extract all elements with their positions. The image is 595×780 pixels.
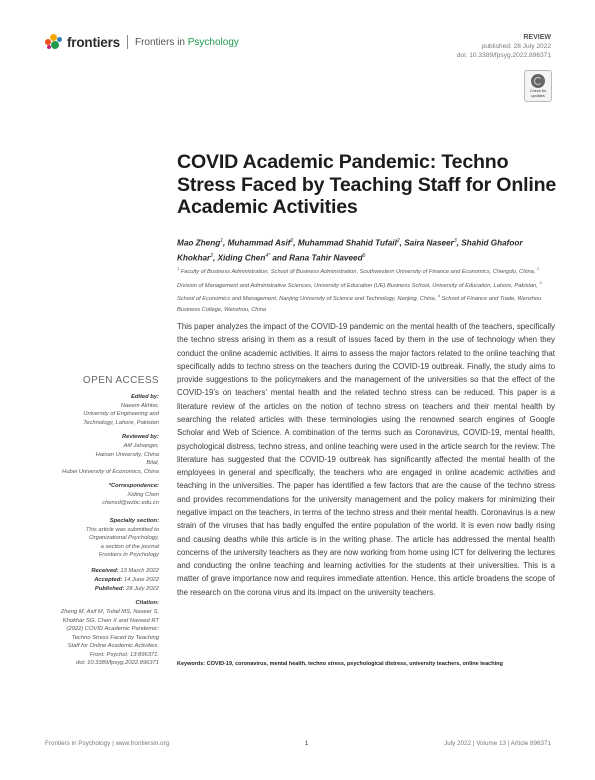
author-affiliation-marker: 3 [453, 238, 457, 244]
author-separator: , [213, 253, 218, 263]
brand-name: frontiers [67, 34, 120, 50]
affiliation-list [177, 264, 559, 316]
author-separator: , [223, 238, 228, 248]
affiliation-marker: 1 [177, 266, 180, 271]
affiliation-text: Faculty of Business Administration, School of Business Administration, Southwestern University of Finance and Economics, Chengdu, China, [179, 268, 537, 275]
author-list [177, 235, 557, 265]
published-label: Published: [94, 585, 125, 592]
author-affiliation-marker: 2 [396, 238, 400, 244]
published-date: published: 28 July 2022 [481, 43, 551, 50]
logo-divider [127, 35, 128, 49]
author-affiliation-marker: 2 [290, 238, 294, 244]
author-name[interactable]: Muhammad Shahid Tufail [297, 238, 397, 248]
journal-highlight: Psychology [187, 36, 239, 48]
author-name[interactable]: Mao Zheng [177, 238, 221, 248]
keywords-label: Keywords: [177, 661, 206, 667]
check-for-updates-button[interactable] [524, 70, 552, 102]
citation-line: Staff for Online Academic Activities. [67, 643, 159, 650]
correspondence-name: Xiding Chen [127, 491, 159, 498]
author-affiliation-marker: 4* [265, 253, 271, 260]
logo-dot [51, 41, 59, 49]
edited-by-label: Edited by: [130, 394, 159, 400]
author-affiliation-marker: 2 [210, 253, 213, 260]
specialty-line: a section of the journal [100, 543, 159, 550]
journal-name [135, 37, 239, 48]
citation-line[interactable]: doi: 10.3389/fpsyg.2022.896371 [76, 660, 159, 667]
specialty-line: This article was submitted to [85, 526, 159, 533]
affiliation-marker: 3 [539, 279, 542, 285]
reviewed-by-label: Reviewed by: [121, 434, 159, 441]
correspondence-email[interactable]: chenxd@wzbc.edu.cn [102, 500, 159, 507]
article-title: COVID Academic Pandemic: Techno Stress Faced by Teaching Staff for Online Academic Activities [177, 151, 557, 218]
check-updates-label [530, 89, 546, 98]
reviewer-line: Bilal, [146, 460, 159, 467]
author-name[interactable]: Rana Tahir Naveed [289, 253, 363, 263]
author-name[interactable]: Xiding Chen [217, 253, 266, 263]
author-separator: and [270, 253, 290, 263]
citation-line: Techno Stress Faced by Teaching [71, 634, 159, 641]
citation-line: (2022) COVID Academic Pandemic: [66, 626, 159, 633]
author-name[interactable]: Saira Naseer [404, 238, 454, 248]
reviewer-line: Hainan University, China [95, 451, 159, 458]
affiliation-marker: 4 [437, 293, 441, 299]
affiliation-marker: 2 [536, 266, 540, 271]
article-doi[interactable]: doi: 10.3389/fpsyg.2022.896371 [456, 52, 551, 59]
accepted-value: 14 June 2022 [122, 576, 159, 583]
published-date-sidebar [61, 585, 159, 594]
editor-line: Technology, Lahore, Pakistan [83, 419, 159, 426]
keywords [177, 659, 555, 670]
reviewer-line: Hubei University of Economics, China [62, 468, 159, 475]
logo-dot [57, 37, 62, 42]
published-value: 28 July 2022 [124, 585, 159, 592]
check-updates-line: Check for [529, 89, 547, 94]
page-number: 1 [304, 740, 309, 747]
author-separator: , [293, 238, 298, 248]
received-value: 13 March 2022 [118, 567, 159, 574]
abstract-text: This paper analyzes the impact of the COVID-19 pandemic on the mental health of the teachers, specifically the techno stress arising in them as a result of issues faced by them in the use of technology when they conduct the online academic activities. It aims to assess the major factors related to the online teaching that specifically adds to techno stress on the teachers during the COVID-19 outbreak. Finally, the study aims to provide suggestions to the policymakers and the management of the universities so that the effect of the COVID-19’s on teachers’ mental health and the related techno stress can be reduced. This paper is a literature review of the articles on the notion of techno stress on teachers and their mental health by searching the related articles with these terminologies using the renowned search engines of Google Scholar and Web of Science. A combination of the terms such as Coronavirus, COVID-19, mental health, psychological distress, techno stress, and online teaching were used in the article search for the review. The literature has suggested that the COVID-19 outbreak has significantly affected the mental health of the employees in general and specifically, the teachers who are engaged in online academic activities and teaching in the universities. The paper has identified a few factors that are the cause of the techno stress and provides recommendations for the university management and the policy makers for minimizing their negative impact on the teachers, in terms of the techno stress and their mental health. Coronavirus is a new strain of the viruses that has badly engulfed the entire population of the world. It is even now badly rising and causing deaths while this article is in the writing phase. The article has addressed the mental health concerns of the university teachers as they are now working from home using ICT for delivering the lectures and conducting the online teaching and learning activities for the students at their universities. This is a matter of grave importance now and requires immediate attention. Hence, this article broadens the scope of the research on the corona virus and its impact on the university teachers. [177, 322, 555, 597]
specialty-line: Frontiers in Psychology [98, 552, 159, 559]
frontiers-logo[interactable] [45, 34, 239, 50]
check-updates-line: updates [531, 93, 545, 98]
editor-line: Naeem Akhtar, [120, 402, 159, 409]
accepted-date [61, 576, 159, 585]
citation-line: Front. Psychol. 13:896371. [89, 651, 159, 658]
author-separator: , [456, 238, 462, 248]
author-affiliation-marker: 1 [220, 238, 223, 244]
article-sidebar [61, 375, 159, 668]
article-meta [457, 33, 551, 60]
logo-dot [50, 34, 57, 41]
editor-line: University of Engineering and [83, 411, 159, 418]
correspondence-label: *Correspondence: [108, 483, 159, 490]
logo-dot [47, 45, 51, 49]
citation-line: Khokhar SG, Chen X and Naveed RT [62, 617, 159, 624]
citation-line: Zheng M, Asif M, Tufail MS, Naseer S, [60, 609, 159, 616]
page-footer [45, 740, 551, 747]
received-date [61, 567, 159, 576]
author-name[interactable]: Muhammad Asif [227, 238, 291, 248]
specialty-section-label: Specialty section: [109, 517, 159, 524]
footer-journal-link[interactable]: Frontiers in Psychology | www.frontiersin.org [45, 740, 170, 747]
accepted-label: Accepted: [94, 576, 123, 583]
affiliation-text: School of Economics and Management, Nanjing University of Science and Technology, Nanjing, China, [177, 296, 438, 303]
journal-prefix: Frontiers in [134, 36, 188, 48]
received-label: Received: [91, 567, 119, 574]
author-name[interactable]: Shahid Ghafoor Khokhar [177, 238, 523, 263]
affiliation-text: School of Finance and Trade, Wenzhou Business College, Wenzhou, China [177, 296, 542, 314]
footer-volume-info: July 2022 | Volume 13 | Article 896371 [444, 740, 551, 747]
author-affiliation-marker: 5 [362, 253, 366, 260]
reviewer-line: Atif Jahanger, [123, 443, 159, 450]
article-type: REVIEW [523, 34, 551, 41]
specialty-line: Organizational Psychology, [89, 535, 159, 542]
keywords-list: COVID-19, coronavirus, mental health, techno stress, psychological distress, university teachers, online teaching [205, 661, 503, 667]
citation-label: Citation: [135, 600, 159, 607]
frontiers-logo-icon [45, 34, 63, 50]
open-access-label: OPEN ACCESS [82, 375, 159, 386]
affiliation-text: Division of Management and Administrative Sciences, University of Education (UE) Business School, University of Education, Lahore, Pakistan, [177, 282, 540, 289]
check-updates-icon [531, 74, 545, 88]
author-separator: , [399, 238, 405, 248]
